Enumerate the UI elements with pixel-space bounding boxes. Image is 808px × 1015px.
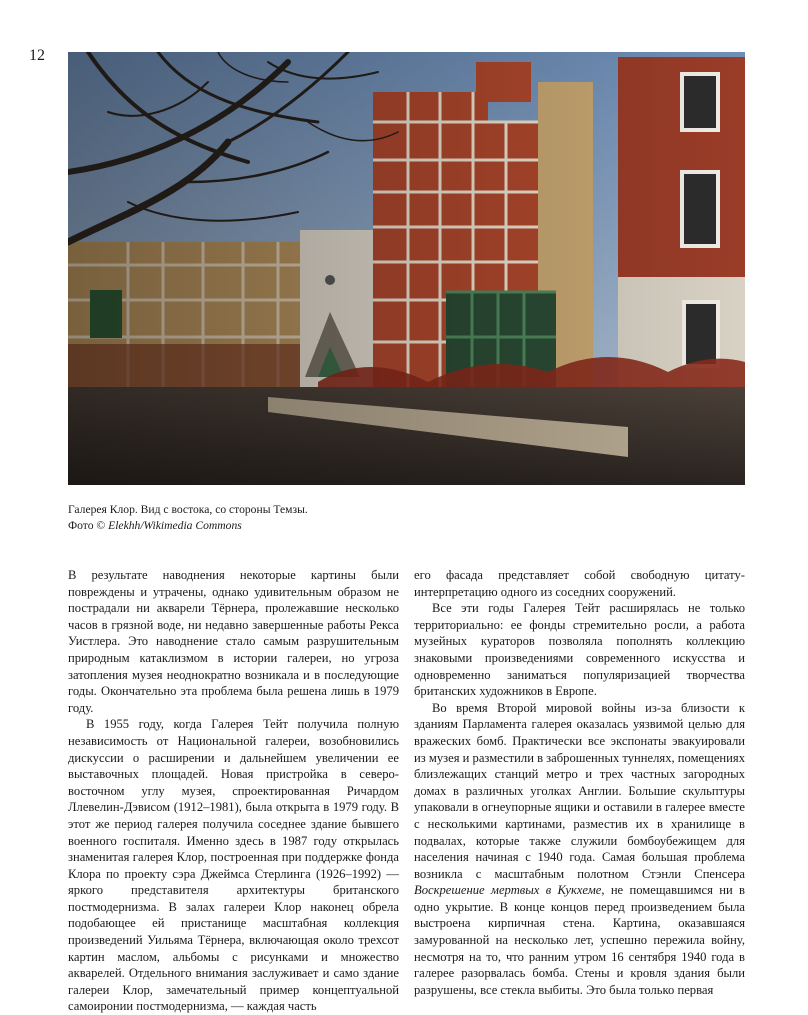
paragraph-text: , не помещавшимся ни в одно укрытие. В конце концов перед произведением была выстроена кирпичная стена. Картина, оказавшаяся замурованной на несколько лет, успешно пережила войну, несмотря на то, что ранним утром 16 сентября 1940 года в галерее разорвалась бомба. Стены и кровля здания были разрушены, все стекла выбиты. Это была только первая [414, 883, 745, 997]
photo-credit [68, 518, 745, 534]
gallery-photo [68, 52, 745, 485]
artwork-title: Воскрешение мертвых в Кукхеме [414, 883, 602, 898]
caption-title: Галерея Клор. Вид с востока, со стороны Темзы. [68, 503, 308, 516]
credit-prefix: Фото © [68, 519, 109, 532]
photo-caption [68, 502, 745, 534]
body-paragraph: Все эти годы Галерея Тейт расширялась не только территориально: ее фонды стремительно росли, а работа музейных кураторов позволяла пополнять коллекцию знаковыми произведениями современного искусства и одновременно заниматься популяризацией творчества британских художников в Европе. [414, 601, 745, 699]
body-paragraph: его фасада представляет собой свободную цитату-интерпретацию одного из соседних сооружений. [414, 568, 745, 599]
paragraph-text: Во время Второй мировой войны из-за близости к зданиям Парламента галерея оказалась уязвимой целью для вражеских бомб. Практически все экспонаты эвакуировали из музея и разместили в заброшенных туннелях, помещениях близлежащих станций метро и трех частных загородных домах в различных уголках Англии. Большие скульптуры упаковали в огнеупорные ящики и оставили в галерее вместе с несколькими картинами, разместив их в хранилище в подвалах, которые также служили бомбоубежищем для населения начиная с 1940 года. Самая большая проблема возникла с масштабным полотном Стэнли Спенсера [414, 700, 746, 881]
body-paragraph: В результате наводнения некоторые картины были повреждены и утрачены, однако удивительным образом не пострадали ни акварели Тёрнера, пролежавшие несколько часов в грязной воде, ни недавно завершенные работы Рекса Уистлера. Это наводнение стало самым разрушительным природным катаклизмом в истории галереи, но угроза затопления музея неоднократно возникала и в последующие годы. Окончательно эта проблема была решена лишь в 1979 году. [68, 568, 399, 715]
right-text-column [414, 567, 745, 998]
left-text-column [68, 567, 399, 1015]
body-paragraph [414, 700, 745, 999]
body-paragraph: В 1955 году, когда Галерея Тейт получила полную независимость от Национальной галереи, возобновились дискуссии о расширении и дальнейшем увеличении ее выставочных площадей. Новая пристройка в северо-восточном углу музея, спроектированная Ричардом Ллевелин-Дэвисом (1912–1981), была открыта в 1979 году. В этот же период галерея получила соседнее здание бывшего военного госпиталя. Именно здесь в 1987 году открылась знаменитая галерея Клор, построенная при поддержке фонда Клора по проекту сэра Джеймса Стерлинга (1926–1992) — яркого представителя архитектуры британского постмодернизма. В залах галереи Клор наконец обрела подобающее ей пристанище масштабная коллекция произведений Уильяма Тёрнера, включающая около трехсот картин маслом, альбомы с рисунками и множество акварелей. Отдельного внимания заслуживает и само здание галереи Клор, замечательный пример концептуальной самоиронии постмодернизма, — каждая часть [68, 717, 399, 1014]
page-number: 12 [29, 47, 45, 64]
credit-source: Elekhh/Wikimedia Commons [108, 519, 242, 532]
